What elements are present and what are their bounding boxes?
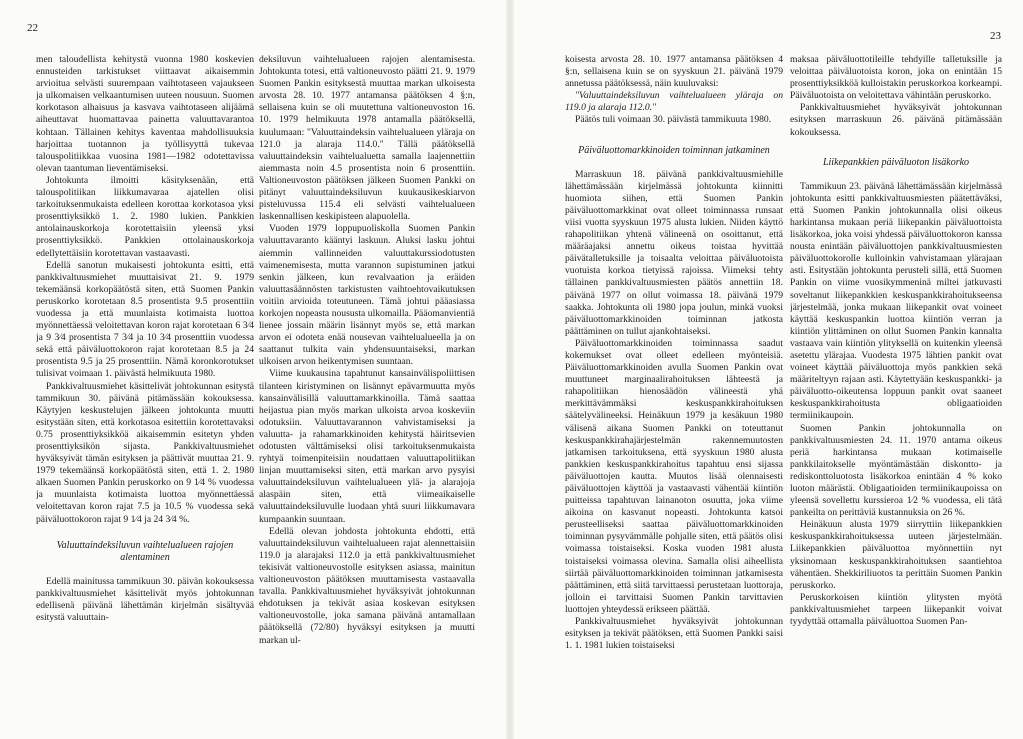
paragraph: men taloudellista kehitystä vuonna 1980 koskevien ennusteiden tarkistukset viittaavat aikaisemmin arvioitua selvästi suurempaan vaihtotaseen vajaukseen ja ulkomaisen velkaantumisen uuteen nousuun. Suomen korkotason alhaisuus ja kasvava vaihtotaseen alijäämä aiheuttavat huomattavaa painetta valuuttavarantoa kohtaan. Tällainen kehitys kaventaa mahdollisuuksia harjoittaa tuotannon ja työllisyyttä tukevaa talouspolitiikkaa vuosina 1981—1982 odotettavissa olevan taantuman lieventämiseksi.: [36, 54, 254, 174]
paragraph: Peruskorkoisen kiintiön ylitysten myötä pankkivaltuusmiehet tarpeen liikepankit voivat tyydyttää ottamalla päiväluottoa Suomen Pan-: [790, 591, 1002, 628]
paragraph: Pankkivaltuusmiehet käsittelivät johtokunnan esitystä tammikuun 30. päivänä pitämässään kokouksessa. Käytyjen keskustelujen jälkeen johtokunta muutti esitystään siten, että korkotasoa esitettiin korotettavaksi 0.75 prosenttiyksikköä aikaisemmin esitetyn yhden prosenttiyksikön sijasta. Pankkivaltuusmiehet hyväksyivät tämän esityksen ja päättivät muuttaa 21. 9. 1979 tekemäänsä korkopäätöstä siten, että 1. 2. 1980 alkaen Suomen Pankin peruskorko on 9 1⁄4 % vuodessa ja muunlaista kotimaista luottoa myönnettäessä veloitettavan koron rajat 7.5 ja 10.5 % vuodessa sekä päiväluottokoron rajat 9 1⁄4 ja 24 3⁄4 %.: [36, 380, 254, 525]
column-1: [36, 54, 254, 734]
section-heading: Liikepankkien päiväluoton lisäkorko: [822, 156, 970, 168]
paragraph: Marraskuun 18. päivänä pankkivaltuusmiehille lähettämässään kirjelmässä johtokunta kiinnitti huomiota siihen, että Suomen Pankin päiväluottomarkkinat ovat olleet toiminnassa runsaat viisi vuotta syyskuun 1975 alusta lukien. Niiden käyttö rahapolitiikan yhtenä välineenä on osoittanut, että määräajaksi annettu oikeus toistaa hyvittää päivätalletuksille ja toisaalta veloittaa päiväluotoista vuotuista korkoa tietyissä rajoissa. Viimeksi tehty tällainen pankkivaltuusmiesten päätös annettiin 18. päivänä 1977 on ollut voimassa 18. päivänä 1979 saakka. Johtokunta oli 1980 jopa joulun, minkä vuoksi päiväluottomarkkinoiden toiminnan jatkosta päättäminen on tullut ajankohtaiseksi.: [565, 168, 783, 337]
paragraph: koisesta arvosta 28. 10. 1977 antamansa päätöksen 4 §:n, sellaisena kuin se on syyskuun 21. päivänä 1979 annetussa päätöksessä, näin kuuluvaksi:: [565, 54, 783, 90]
paragraph: Johtokunta ilmoitti käsityksenään, että talouspolitiikan liikkumavaraa ajatellen olisi tarkoituksenmukaista edelleen korottaa korkotasoa yksi prosenttiyksikkö 1. 2. 1980 lukien. Pankkien antolainauskorkoja korotettaisiin yleensä yksi prosenttiyksikkö. Pankkien ottolainauskorkoja edellytettäisiin korotettavan vastaavasti.: [36, 174, 254, 259]
column-2: [259, 54, 475, 734]
section-heading: Päiväluottomarkkinoiden toiminnan jatkaminen: [578, 144, 770, 156]
paragraph: Päiväluottomarkkinoiden toiminnassa saadut kokemukset ovat olleet edelleen myönteisiä. Päiväluottomarkkinoiden avulla Suomen Pankin ovat muuttuneet marginaalirahoituksen lähteestä ja rahapolitiikan hienosäädön välineestä yhä merkittävämmäksi keskuspankkirahoituksen säätelyvälineeksi. Heinäkuun 1979 ja kesäkuun 1980 välisenä aikana Suomen Pankki on toteuttanut keskuspankkirahajärjestelmän rakennemuutosten jatkamisen tarkoituksena, että syyskuun 1980 alusta pankkien keskuspankkirahoitus tapahtuu ensi sijassa päiväluottojen kautta. Muutos lisää olennaisesti päiväluottojen käyttöä ja vastaavasti vähentää kiintiön puitteissa tapahtuvan lainanoton osuutta, joka viime aikoina on kasvanut nopeasti. Johtokunta katsoi perusteelliseksi saattaa päiväluottomarkkinoiden toiminnan pysyvämmälle pohjalle siten, että päätös olisi voimassa toistaiseksi. Koska vuoden 1981 alusta toistaiseksi voimassa olevina. Samalla olisi aiheellista siirtää päiväluottomarkkinoiden toiminnan jatkamisesta päättäminen, että siitä tarvittaessi perustetaan luottoraja, jolloin ei tarvittaisi Suomen Pankin tarvittavien luottojen yhteydessä erikseen päättää.: [565, 337, 783, 615]
column-4: [790, 54, 1002, 734]
paragraph: Vuoden 1979 loppupuoliskolla Suomen Pankin valuuttavaranto kääntyi laskuun. Aluksi lasku johtui aiemmin vallinneiden valuuttakurssiodotusten vaimenemisesta, mutta varannon supistuminen jatkui senkin jälkeen, kun revalvaation ja eräiden valuuttasäännösten tarkistusten vaihtoehtovaikutuksen voitiin arvioida toteutuneen. Tämä johtui pääasiassa korkojen nopeasta noususta ulkomailla. Pääomanvientiä lienee jossain määrin lisännyt myös se, että markan arvon ei odoteta enää nousevan vaihtelualueella ja on saattanut tulkita vain yhdensuuntaiseksi, markan ulkoisen arvon heikentymisen suuntaan.: [259, 223, 475, 368]
paragraph: Tammikuun 23. päivänä lähettämässään kirjelmässä johtokunta esitti pankkivaltuusmiesten päätettäväksi, että Suomen Pankin johtokunnalla olisi oikeus harkintansa mukaan periä liikepankin päiväluottoista lisäkorkoa, joka voisi yhdessä päiväluottokoron kanssa nousta enintään päiväluottojen pankkivaltuusmiesten päiväluottokorolle kulloinkin vahvistamaan ylärajaan asti. Esitystään johtokunta perusteli sillä, että Suomen Pankin on viime vuosikymmeninä miltei jatkuvasti soveltanut liikepankkien keskuspankkirahoitukseensa järjestelmää, jonka mukaan liikepankit ovat voineet käyttää keskuspankin luottoa kiintiön verran ja kiintiön ylittäminen on ollut Suomen Pankin kannalta vastaava vain kiintiön ylityksellä on kuitenkin yleensä asetettu ylärajaa. Vuodesta 1975 lähtien pankit ovat voineet käyttää päiväluottoja myös pankkien sekä määriteltyyn rajaan asti. Käytettyään keskuspankki- ja päiväluotto-oikeutensa loppuun pankit ovat saaneet keskuspankkirahoitusta obligaatioiden termiinikaupoin.: [790, 180, 1002, 422]
paragraph: Edellä olevan johdosta johtokunta ehdotti, että valuuttaindeksiluvun vaihtelualueen rajat alennettaisiin 119.0 ja alarajaksi 112.0 ja että pankkivaltuusmiehet tekisivät valtioneuvostolle esityksen asiassa, mainitun valtioneuvoston päätöksen muuttamisesta vastaavalla tavalla. Pankkivaltuusmiehet hyväksyivät johtokunnan ehdotuksen ja tekivät asiaa koskevan esityksen valtioneuvostolle, joka samana päivänä antamallaan päätöksellä (72/80) hyväksyi esityksen ja muutti markan ul-: [259, 525, 475, 646]
page-number-right: 23: [990, 30, 1001, 42]
paragraph: maksaa päiväluottotileille tehdyille talletuksille ja veloittaa päiväluotoista koron, joka on enintään 15 prosenttiyksikköä kulloistakin peruskorkoa korkeampi. Päiväluotoista on veloitettava vähintään peruskorko.: [790, 54, 1002, 102]
quotation: "Valuuttaindeksiluvun vaihtelualueen yläraja on 119.0 ja alaraja 112.0.": [565, 90, 783, 114]
paragraph: Suomen Pankin johtokunnalla on pankkivaltuusmiesten 24. 11. 1970 antama oikeus periä harkintansa mukaan kotimaiselle pankkilaitokselle myöntämästään diskontto- ja rediskonttoluotosta lisäkorkoa enintään 4 % koko luoton määrästä. Obligaatioiden termiinikaupoissa on yleensä sovellettu kurssieroa 1⁄2 % vuodessa, eli tätä pankeilta on perittäviä kustannuksia on 26 %.: [790, 422, 1002, 519]
page-number-left: 22: [27, 22, 38, 34]
paragraph: Viime kuukausina tapahtunut kansainvälispoliittisen tilanteen kiristyminen on lisännyt epävarmuutta myös kansainvälisillä valuuttamarkkinoilla. Tämä saattaa heijastua pian myös markan ulkoista arvoa koskeviin odotuksiin. Valuuttavarannon vahvistamiseksi ja valuutta- ja rahamarkkinoiden kehitystä häiritsevien odotusten välttämiseksi olisi tarkoituksenmukaista ryhtyä toimenpiteisiin noudattaen valuuttapolitiikan linjan muuttamiseksi siten, että markan arvo pysyisi valuuttaindeksiluvun vaihtelualueen ylä- ja alarajoja alaspäin siten, että viimeaikaiselle valuuttaindeksiluvulle luodaan yhtä suuri liikkumavara kumpaankin suuntaan.: [259, 368, 475, 525]
paragraph: Pankkivaltuusmiehet hyväksyivät johtokunnan esityksen ja tekivät päätöksen, että Suomen Pankki saisi 1. 1. 1981 lukien toistaiseksi: [565, 616, 783, 652]
book-gutter: [506, 0, 514, 739]
paragraph: Pankkivaltuusmiehet hyväksyivät johtokunnan esityksen marraskuun 26. päivänä pitämässään kokouksessa.: [790, 102, 1002, 138]
column-3: [565, 54, 783, 734]
section-heading: Valuuttaindeksiluvun vaihtelualueen rajojen alentaminen: [56, 539, 234, 563]
paragraph: deksiluvun vaihtelualueen rajojen alentamisesta. Johtokunta totesi, että valtioneuvosto päätti 21. 9. 1979 Suomen Pankin esityksestä muuttaa markan ulkoisesta arvosta 28. 10. 1977 antamansa päätöksen 4 §:n, sellaisena kuin se oli muutettuna valtioneuvoston 16. 10. 1979 helmikuuta 1978 antamalla päätöksellä, kuulumaan: "Valuuttaindeksin vaihtelualueen yläraja on 121.0 ja alaraja 114.0." Tällä päätöksellä valuuttaindeksin vaihtelualuetta samalla laajennettiin aiemmasta noin 4.5 prosentista noin 6 prosenttiin. Valtioneuvoston päätöksen jälkeen Suomen Pankki on pitänyt valuuttaindeksiluvun kuukausikeskiarvon pisteluvussa 115.4 eli selvästi vaihtelualueen laskennallisen keskipisteen alapuolella.: [259, 54, 475, 223]
paragraph: Päätös tuli voimaan 30. päivästä tammikuuta 1980.: [575, 114, 772, 126]
paragraph: Edellä sanotun mukaisesti johtokunta esitti, että pankkivaltuusmiehet muuttaisivat 21. 9. 1979 tekemäänsä korkopäätöstä siten, että Suomen Pankin peruskorko korotetaan 8.5 prosentista 9.5 prosenttiin vuodessa ja että muunlaista kotimaista luottoa myönnettäessä veloitettavan koron rajat korotetaan 6 3⁄4 ja 9 3⁄4 prosentista 7 3⁄4 ja 10 3⁄4 prosenttiin vuodessa sekä että päiväluottokoron rajat korotetaan 8.5 ja 24 prosentista 9.5 ja 25 prosenttiin. Nämä koronkorotukset tulisivat voimaan 1. päivästä helmikuuta 1980.: [36, 259, 254, 380]
paragraph: Edellä mainitussa tammikuun 30. päivän kokouksessa pankkivaltuusmiehet käsittelivät myös johtokunnan edellisenä päivänä lähettämän kirjelmän sisältyvää esitystä valuuttain-: [36, 575, 254, 623]
paragraph: Heinäkuun alusta 1979 siirryttiin liikepankkien keskuspankkirahoituksessa uuteen järjestelmään. Liikepankkien päiväluottoa myönnettiin nyt yksinomaan keskuspankkirahoituksen saantiehtoa vähentäen. Shekkiriliuotos ta perittäin Suomen Pankin peruskorko.: [790, 519, 1002, 591]
